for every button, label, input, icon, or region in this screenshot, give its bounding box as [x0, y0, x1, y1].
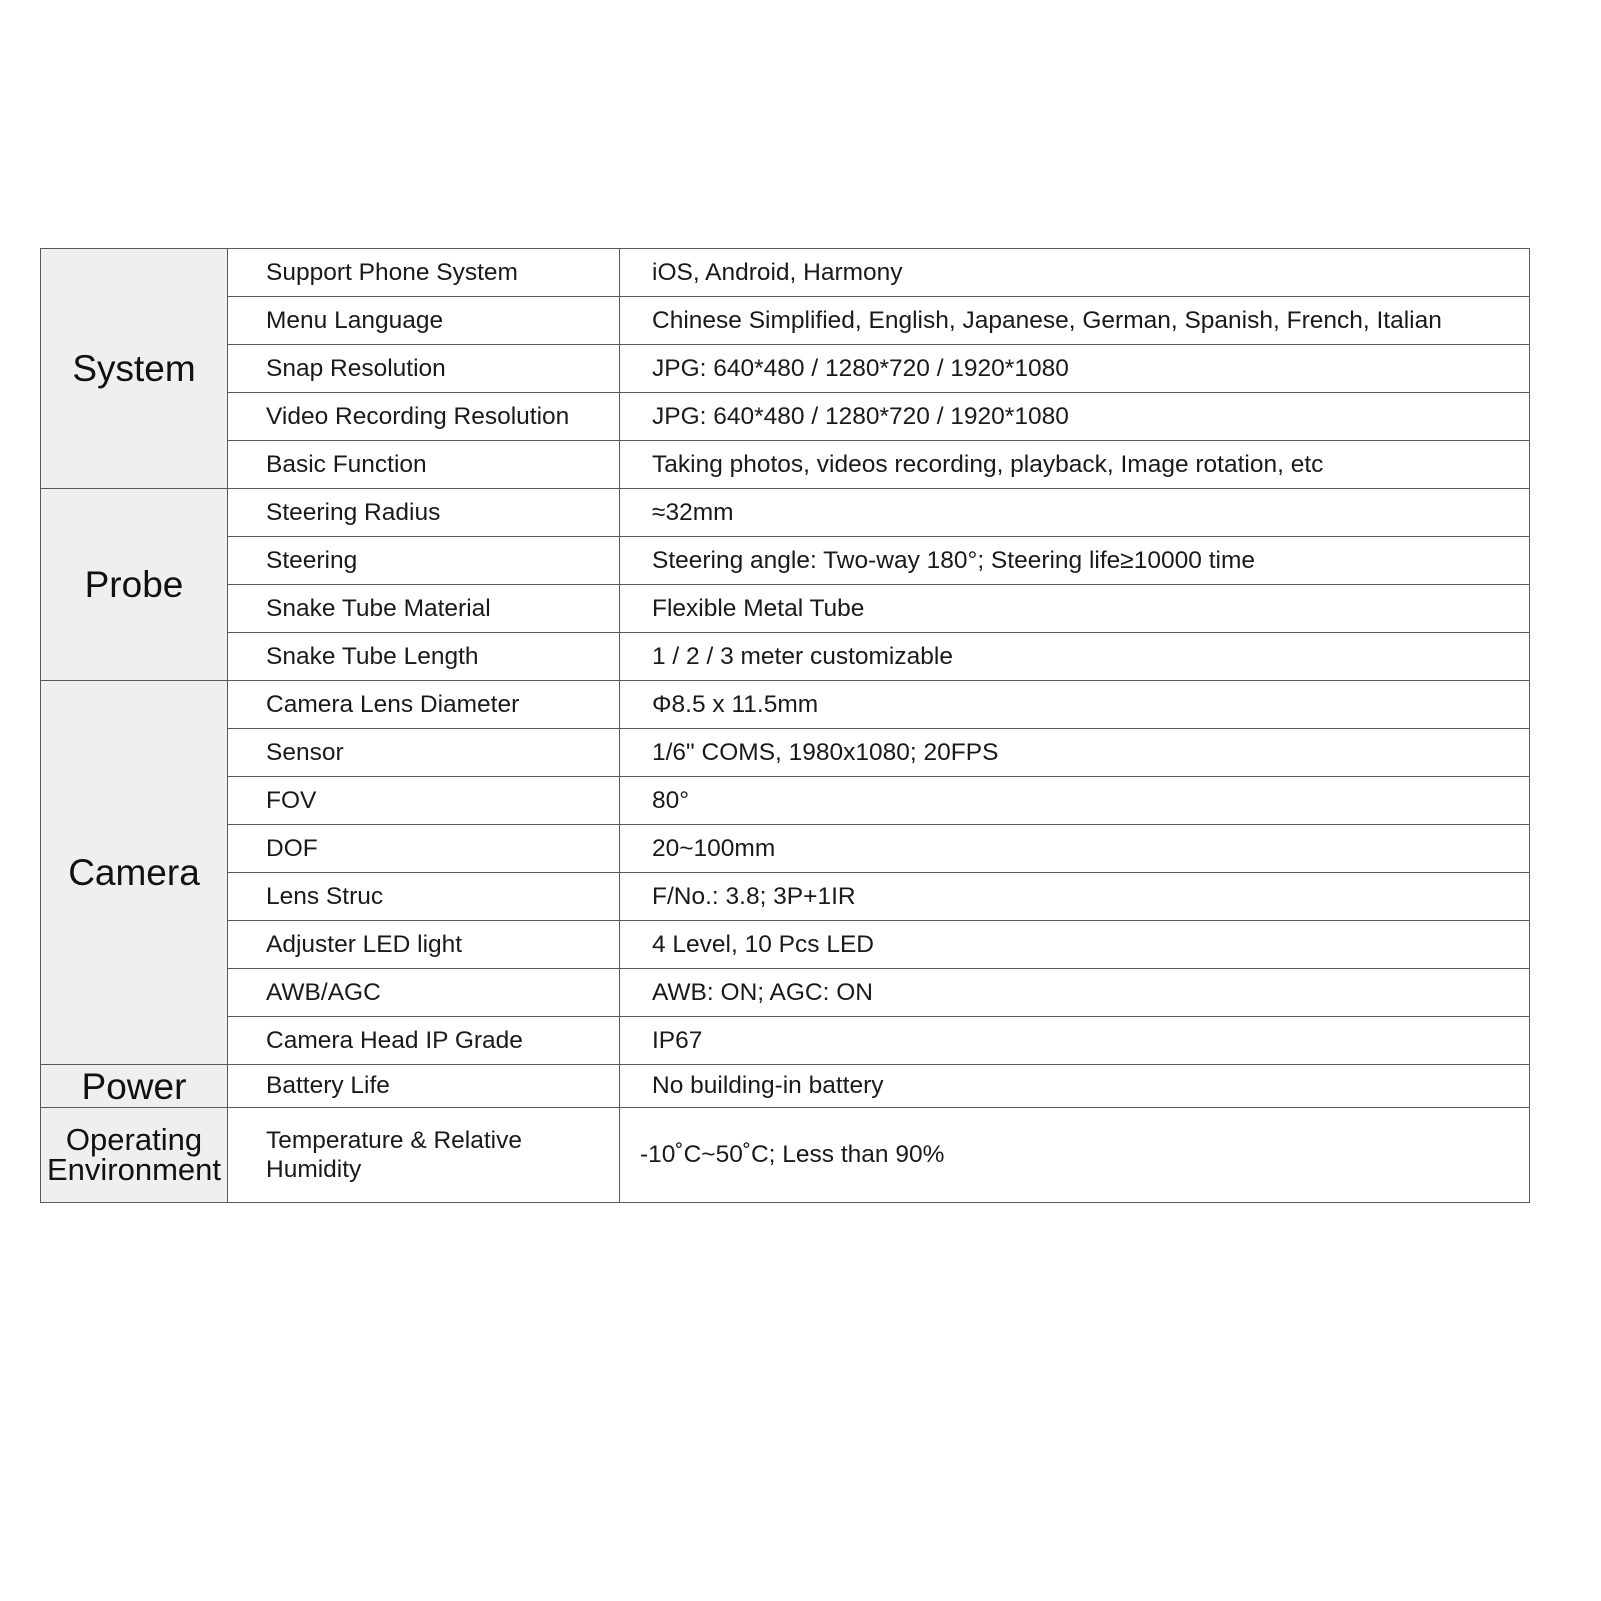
value-cell: JPG: 640*480 / 1280*720 / 1920*1080 [620, 345, 1530, 393]
table-row [41, 1017, 1530, 1065]
value-cell: IP67 [620, 1017, 1530, 1065]
table-row [41, 297, 1530, 345]
table-row [41, 1065, 1530, 1108]
param-cell: Video Recording Resolution [228, 393, 620, 441]
param-line: Temperature & Relative [266, 1127, 523, 1154]
value-cell: JPG: 640*480 / 1280*720 / 1920*1080 [620, 393, 1530, 441]
param-cell: Menu Language [228, 297, 620, 345]
value-cell: iOS, Android, Harmony [620, 249, 1530, 297]
value-cell: 20~100mm [620, 825, 1530, 873]
table-row [41, 921, 1530, 969]
param-cell: Snap Resolution [228, 345, 620, 393]
spec-table [40, 248, 1530, 1203]
table-row [41, 441, 1530, 489]
value-cell: Steering angle: Two-way 180°; Steering life≥10000 time [620, 537, 1530, 585]
param-cell [228, 1108, 620, 1203]
param-cell: Camera Lens Diameter [228, 681, 620, 729]
table-row [41, 537, 1530, 585]
category-cell-camera: Camera [41, 681, 228, 1065]
category-cell-probe: Probe [41, 489, 228, 681]
table-row [41, 585, 1530, 633]
value-cell: 80° [620, 777, 1530, 825]
param-cell: Snake Tube Material [228, 585, 620, 633]
table-row [41, 633, 1530, 681]
value-cell: ≈32mm [620, 489, 1530, 537]
param-cell: DOF [228, 825, 620, 873]
value-cell: No building-in battery [620, 1065, 1530, 1108]
param-line: Humidity [266, 1156, 362, 1183]
category-cell-system: System [41, 249, 228, 489]
table-row [41, 345, 1530, 393]
value-cell: -10˚C~50˚C; Less than 90% [620, 1108, 1530, 1203]
category-line: Environment [46, 1152, 222, 1187]
table-row [41, 969, 1530, 1017]
value-cell: 1 / 2 / 3 meter customizable [620, 633, 1530, 681]
value-cell: 4 Level, 10 Pcs LED [620, 921, 1530, 969]
value-cell: Flexible Metal Tube [620, 585, 1530, 633]
value-cell: AWB: ON; AGC: ON [620, 969, 1530, 1017]
param-cell: Battery Life [228, 1065, 620, 1108]
value-cell: Taking photos, videos recording, playback, Image rotation, etc [620, 441, 1530, 489]
table-row [41, 249, 1530, 297]
value-cell: Chinese Simplified, English, Japanese, German, Spanish, French, Italian [620, 297, 1530, 345]
param-cell: Support Phone System [228, 249, 620, 297]
param-cell: FOV [228, 777, 620, 825]
category-cell-operating-environment [41, 1108, 228, 1203]
value-cell: F/No.: 3.8; 3P+1IR [620, 873, 1530, 921]
param-cell: Basic Function [228, 441, 620, 489]
value-cell: 1/6" COMS, 1980x1080; 20FPS [620, 729, 1530, 777]
param-cell: Steering Radius [228, 489, 620, 537]
table-row [41, 393, 1530, 441]
param-cell: Camera Head IP Grade [228, 1017, 620, 1065]
table-row [41, 681, 1530, 729]
table-row [41, 873, 1530, 921]
param-cell: AWB/AGC [228, 969, 620, 1017]
table-row [41, 825, 1530, 873]
param-cell: Snake Tube Length [228, 633, 620, 681]
table-row [41, 777, 1530, 825]
param-cell: Adjuster LED light [228, 921, 620, 969]
value-cell: Φ8.5 x 11.5mm [620, 681, 1530, 729]
category-line: Operating [65, 1122, 203, 1157]
table-row [41, 1108, 1530, 1203]
category-cell-power: Power [41, 1065, 228, 1108]
param-cell: Lens Struc [228, 873, 620, 921]
param-cell: Sensor [228, 729, 620, 777]
table-row [41, 729, 1530, 777]
param-cell: Steering [228, 537, 620, 585]
table-row [41, 489, 1530, 537]
